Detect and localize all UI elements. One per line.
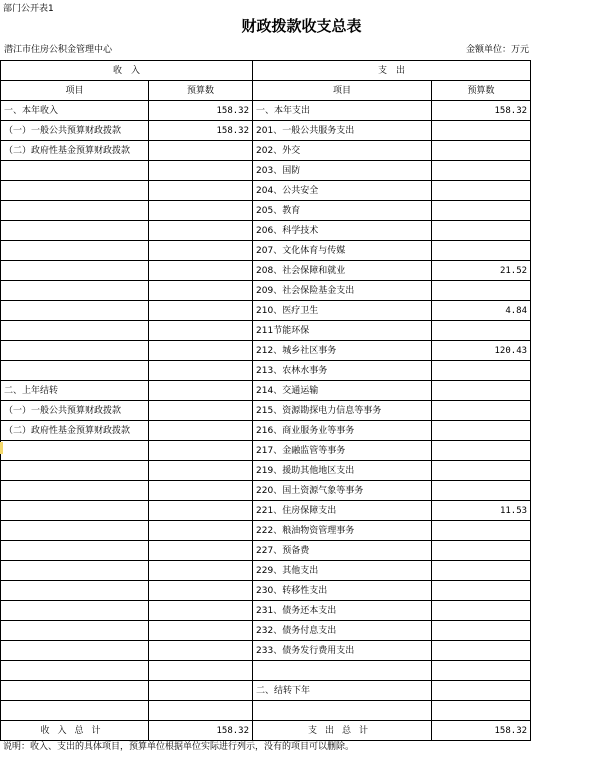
expense-item-cell: 204、公共安全 [253, 181, 432, 201]
expense-budget-cell: 4.84 [432, 301, 531, 321]
expense-budget-cell [432, 361, 531, 381]
income-budget-cell [149, 261, 253, 281]
expense-budget-cell [432, 421, 531, 441]
income-budget-cell [149, 621, 253, 641]
expense-budget-cell [432, 321, 531, 341]
table-row [1, 441, 531, 461]
table-row [1, 521, 531, 541]
income-item-cell [1, 561, 149, 581]
income-budget-header: 预算数 [149, 81, 253, 101]
income-budget-cell [149, 221, 253, 241]
income-item-cell [1, 601, 149, 621]
income-budget-cell [149, 381, 253, 401]
table-row [1, 601, 531, 621]
income-item-cell [1, 161, 149, 181]
expense-budget-cell [432, 581, 531, 601]
expense-budget-cell [432, 701, 531, 721]
income-item-cell [1, 461, 149, 481]
income-budget-cell [149, 441, 253, 461]
table-row [1, 581, 531, 601]
income-budget-cell [149, 681, 253, 701]
expense-item-cell: 202、外交 [253, 141, 432, 161]
total-income-label-text: 收入总计 [40, 725, 109, 736]
income-budget-cell: 158.32 [149, 101, 253, 121]
expense-item-header: 项目 [253, 81, 432, 101]
expense-budget-cell: 120.43 [432, 341, 531, 361]
income-budget-cell [149, 361, 253, 381]
income-budget-cell [149, 401, 253, 421]
income-expense-table [0, 60, 531, 741]
expense-budget-cell [432, 381, 531, 401]
expense-item-cell: 二、结转下年 [253, 681, 432, 701]
income-budget-cell [149, 641, 253, 661]
column-header-row [1, 81, 531, 101]
expense-item-cell: 219、援助其他地区支出 [253, 461, 432, 481]
expense-budget-cell [432, 281, 531, 301]
expense-budget-cell [432, 521, 531, 541]
expense-item-cell: 一、本年支出 [253, 101, 432, 121]
expense-item-cell: 210、医疗卫生 [253, 301, 432, 321]
expense-budget-cell [432, 121, 531, 141]
income-budget-cell [149, 421, 253, 441]
expense-item-cell: 233、债务发行费用支出 [253, 641, 432, 661]
page-title: 财政拨款收支总表 [241, 17, 362, 35]
expense-budget-cell [432, 481, 531, 501]
income-budget-cell [149, 501, 253, 521]
income-budget-cell [149, 521, 253, 541]
expense-budget-cell [432, 241, 531, 261]
income-budget-cell [149, 141, 253, 161]
income-budget-cell [149, 481, 253, 501]
income-item-cell [1, 241, 149, 261]
table-row [1, 481, 531, 501]
table-row [1, 641, 531, 661]
expense-item-cell: 214、交通运输 [253, 381, 432, 401]
table-row [1, 161, 531, 181]
income-budget-cell: 158.32 [149, 121, 253, 141]
income-item-cell [1, 341, 149, 361]
income-budget-cell [149, 541, 253, 561]
table-row [1, 321, 531, 341]
expense-budget-cell [432, 641, 531, 661]
expense-item-cell: 203、国防 [253, 161, 432, 181]
table-row [1, 121, 531, 141]
expense-budget-cell [432, 541, 531, 561]
income-item-cell [1, 321, 149, 341]
income-budget-cell [149, 301, 253, 321]
table-row [1, 421, 531, 441]
table-row [1, 621, 531, 641]
income-section-header: 收 入 [1, 61, 253, 81]
income-item-cell [1, 261, 149, 281]
table-row [1, 261, 531, 281]
expense-item-cell: 231、债务还本支出 [253, 601, 432, 621]
income-item-cell [1, 621, 149, 641]
expense-item-cell: 217、金融监管等事务 [253, 441, 432, 461]
income-item-cell [1, 541, 149, 561]
amount-unit-label: 金额单位：万元 [465, 45, 529, 55]
income-item-cell [1, 501, 149, 521]
expense-budget-cell [432, 221, 531, 241]
income-budget-cell [149, 601, 253, 621]
expense-budget-cell [432, 201, 531, 221]
total-expense-label-text: 支出总计 [308, 725, 377, 736]
expense-budget-cell: 11.53 [432, 501, 531, 521]
total-income-label [1, 721, 149, 741]
table-row [1, 341, 531, 361]
expense-budget-cell [432, 661, 531, 681]
expense-budget-cell [432, 621, 531, 641]
income-item-cell [1, 481, 149, 501]
expense-item-cell: 222、粮油物资管理事务 [253, 521, 432, 541]
income-item-cell: 二、上年结转 [1, 381, 149, 401]
expense-item-cell [253, 701, 432, 721]
income-budget-cell [149, 181, 253, 201]
table-row [1, 461, 531, 481]
expense-item-cell: 213、农林水事务 [253, 361, 432, 381]
expense-budget-cell: 21.52 [432, 261, 531, 281]
expense-budget-cell [432, 181, 531, 201]
expense-item-cell: 201、一般公共服务支出 [253, 121, 432, 141]
cell-selection-marker [0, 442, 3, 454]
expense-budget-cell [432, 141, 531, 161]
total-expense-label [253, 721, 432, 741]
expense-item-cell [253, 661, 432, 681]
expense-item-cell: 211节能环保 [253, 321, 432, 341]
income-item-cell [1, 181, 149, 201]
table-body [1, 101, 531, 721]
table-row [1, 701, 531, 721]
income-budget-cell [149, 281, 253, 301]
income-item-cell [1, 681, 149, 701]
table-row [1, 501, 531, 521]
expense-budget-cell [432, 401, 531, 421]
expense-item-cell: 216、商业服务业等事务 [253, 421, 432, 441]
table-row [1, 301, 531, 321]
income-item-cell [1, 301, 149, 321]
income-item-cell: （一）一般公共预算财政拨款 [1, 401, 149, 421]
expense-budget-cell: 158.32 [432, 101, 531, 121]
table-row [1, 241, 531, 261]
income-budget-cell [149, 561, 253, 581]
income-item-cell [1, 701, 149, 721]
table-row [1, 201, 531, 221]
expense-item-cell: 221、住房保障支出 [253, 501, 432, 521]
table-row [1, 281, 531, 301]
total-expense-value: 158.32 [432, 721, 531, 741]
income-item-cell [1, 221, 149, 241]
expense-item-cell: 232、债务付息支出 [253, 621, 432, 641]
income-budget-cell [149, 201, 253, 221]
income-budget-cell [149, 581, 253, 601]
table-row [1, 541, 531, 561]
table-row [1, 401, 531, 421]
income-budget-cell [149, 161, 253, 181]
table-row [1, 681, 531, 701]
income-item-header: 项目 [1, 81, 149, 101]
income-item-cell [1, 201, 149, 221]
income-budget-cell [149, 341, 253, 361]
income-item-cell: 一、本年收入 [1, 101, 149, 121]
income-item-cell [1, 641, 149, 661]
expense-item-cell: 227、预备费 [253, 541, 432, 561]
total-row [1, 721, 531, 741]
income-item-cell [1, 521, 149, 541]
income-budget-cell [149, 321, 253, 341]
income-item-cell: （二）政府性基金预算财政拨款 [1, 141, 149, 161]
income-item-cell [1, 361, 149, 381]
expense-item-cell: 229、其他支出 [253, 561, 432, 581]
expense-budget-header: 预算数 [432, 81, 531, 101]
expense-item-cell: 215、资源勘探电力信息等事务 [253, 401, 432, 421]
expense-section-header: 支 出 [253, 61, 531, 81]
table-row [1, 101, 531, 121]
table-row [1, 221, 531, 241]
expense-item-cell: 206、科学技术 [253, 221, 432, 241]
income-budget-cell [149, 461, 253, 481]
table-row [1, 361, 531, 381]
income-budget-cell [149, 241, 253, 261]
table-row [1, 661, 531, 681]
table-code-label: 部门公开表1 [3, 4, 54, 14]
expense-item-cell: 209、社会保险基金支出 [253, 281, 432, 301]
expense-item-cell: 205、教育 [253, 201, 432, 221]
income-budget-cell [149, 701, 253, 721]
expense-item-cell: 212、城乡社区事务 [253, 341, 432, 361]
table-row [1, 181, 531, 201]
income-item-cell [1, 441, 149, 461]
income-item-cell: （一）一般公共预算财政拨款 [1, 121, 149, 141]
expense-budget-cell [432, 461, 531, 481]
total-income-value: 158.32 [149, 721, 253, 741]
income-item-cell: （二）政府性基金预算财政拨款 [1, 421, 149, 441]
income-item-cell [1, 661, 149, 681]
expense-item-cell: 208、社会保障和就业 [253, 261, 432, 281]
section-header-row [1, 61, 531, 81]
expense-budget-cell [432, 561, 531, 581]
expense-item-cell: 207、文化体育与传媒 [253, 241, 432, 261]
table-row [1, 141, 531, 161]
expense-item-cell: 230、转移性支出 [253, 581, 432, 601]
table-row [1, 561, 531, 581]
income-item-cell [1, 281, 149, 301]
expense-budget-cell [432, 161, 531, 181]
expense-budget-cell [432, 441, 531, 461]
expense-budget-cell [432, 681, 531, 701]
income-item-cell [1, 581, 149, 601]
table-row [1, 381, 531, 401]
expense-budget-cell [432, 601, 531, 621]
expense-item-cell: 220、国土资源气象等事务 [253, 481, 432, 501]
income-budget-cell [149, 661, 253, 681]
footnote: 说明：收入、支出的具体项目，预算单位根据单位实际进行列示，没有的项目可以删除。 [3, 742, 355, 752]
organization-name: 潜江市住房公积金管理中心 [4, 45, 113, 55]
